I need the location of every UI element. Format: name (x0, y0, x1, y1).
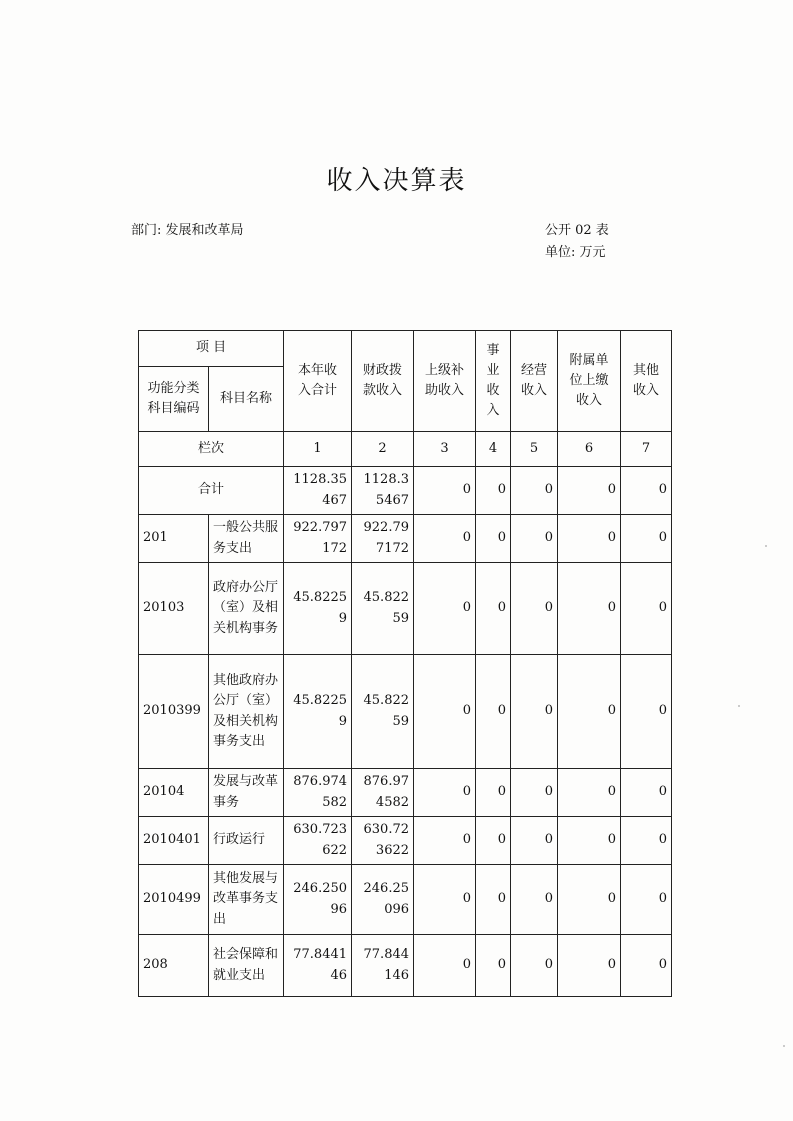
value-cell: 0 (511, 563, 558, 655)
subject-name-cell: 社会保障和就业支出 (209, 935, 284, 997)
row-number-cell: 1 (284, 432, 352, 467)
row-number-cell: 2 (352, 432, 414, 467)
table-row (139, 935, 672, 997)
value-cell: 45.82259 (352, 563, 414, 655)
func-code-cell: 2010499 (139, 865, 209, 935)
row-number-cell: 3 (414, 432, 476, 467)
row-number-cell: 7 (621, 432, 672, 467)
subject-name-cell: 其他发展与改革事务支出 (209, 865, 284, 935)
total-row (139, 467, 672, 515)
header-col-label: 财政拨 款收入 (363, 362, 403, 398)
value-cell: 0 (511, 935, 558, 997)
row-number-label: 栏次 (139, 432, 284, 467)
table-row (139, 769, 672, 817)
func-code-cell: 201 (139, 515, 209, 563)
value-cell: 0 (414, 655, 476, 769)
subject-name-cell: 行政运行 (209, 817, 284, 865)
total-value-cell: 0 (511, 467, 558, 515)
value-cell: 0 (558, 817, 621, 865)
value-cell: 0 (414, 935, 476, 997)
total-value-cell: 1128.35467 (352, 467, 414, 515)
total-label: 合计 (139, 467, 284, 515)
header-col-label: 本年收 入合计 (298, 362, 338, 398)
value-cell: 0 (476, 935, 511, 997)
value-cell: 0 (414, 769, 476, 817)
table-row (139, 817, 672, 865)
page-title: 收入决算表 (326, 166, 467, 196)
value-cell: 0 (476, 865, 511, 935)
header-subject-name: 科目名称 (209, 367, 284, 432)
value-cell: 45.82259 (352, 655, 414, 769)
table-row (139, 655, 672, 769)
value-cell: 0 (511, 769, 558, 817)
value-cell: 77.844146 (352, 935, 414, 997)
value-cell: 0 (558, 935, 621, 997)
total-value-cell: 0 (558, 467, 621, 515)
value-cell: 0 (558, 563, 621, 655)
header-col-label: 其他 收入 (633, 362, 660, 398)
header-func-code: 功能分类 科目编码 (139, 367, 209, 432)
value-cell: 77.844146 (284, 935, 352, 997)
value-cell: 0 (558, 515, 621, 563)
header-col-label: 经营 收入 (521, 362, 548, 398)
value-cell: 0 (476, 655, 511, 769)
func-code-cell: 20103 (139, 563, 209, 655)
header-col-7 (621, 331, 672, 432)
header-col-6 (558, 331, 621, 432)
value-cell: 0 (621, 769, 672, 817)
value-cell: 0 (476, 769, 511, 817)
value-cell: 630.723622 (352, 817, 414, 865)
subject-name-cell: 发展与改革事务 (209, 769, 284, 817)
value-cell: 0 (621, 655, 672, 769)
header-col-2 (352, 331, 414, 432)
value-cell: 0 (558, 655, 621, 769)
form-number: 公开 02 表 (545, 223, 609, 238)
value-cell: 0 (558, 865, 621, 935)
func-code-cell: 20104 (139, 769, 209, 817)
value-cell: 0 (414, 563, 476, 655)
value-cell: 0 (621, 515, 672, 563)
value-cell: 0 (476, 563, 511, 655)
value-cell: 246.25096 (352, 865, 414, 935)
row-number-cell: 4 (476, 432, 511, 467)
department-label: 部门: 发展和改革局 (131, 223, 244, 238)
func-code-cell: 208 (139, 935, 209, 997)
table-row (139, 515, 672, 563)
value-cell: 0 (414, 865, 476, 935)
header-col-5 (511, 331, 558, 432)
header-col-4 (476, 331, 511, 432)
scan-speck (765, 545, 767, 547)
value-cell: 0 (414, 817, 476, 865)
value-cell: 246.25096 (284, 865, 352, 935)
value-cell: 0 (511, 515, 558, 563)
func-code-cell: 2010399 (139, 655, 209, 769)
value-cell: 0 (621, 563, 672, 655)
header-row (139, 331, 672, 367)
value-cell: 0 (558, 769, 621, 817)
value-cell: 876.974582 (352, 769, 414, 817)
value-cell: 0 (414, 515, 476, 563)
scan-speck (738, 705, 740, 707)
value-cell: 630.723622 (284, 817, 352, 865)
scan-speck (783, 1045, 785, 1047)
table-row (139, 563, 672, 655)
value-cell: 922.797172 (284, 515, 352, 563)
subject-name-cell: 政府办公厅（室）及相关机构事务 (209, 563, 284, 655)
subject-name-cell: 一般公共服务支出 (209, 515, 284, 563)
header-col-label: 附属单 位上缴 收入 (569, 352, 609, 409)
value-cell: 0 (511, 655, 558, 769)
row-number-row (139, 432, 672, 467)
total-value-cell: 1128.35467 (284, 467, 352, 515)
header-col-3 (414, 331, 476, 432)
value-cell: 45.82259 (284, 563, 352, 655)
value-cell: 876.974582 (284, 769, 352, 817)
total-value-cell: 0 (621, 467, 672, 515)
row-number-cell: 6 (558, 432, 621, 467)
value-cell: 0 (511, 865, 558, 935)
value-cell: 0 (476, 515, 511, 563)
value-cell: 922.797172 (352, 515, 414, 563)
header-col-label: 事 业 收 入 (486, 342, 500, 419)
func-code-cell: 2010401 (139, 817, 209, 865)
value-cell: 0 (476, 817, 511, 865)
value-cell: 0 (621, 935, 672, 997)
total-value-cell: 0 (414, 467, 476, 515)
header-col-label: 上级补 助收入 (425, 362, 465, 398)
row-number-cell: 5 (511, 432, 558, 467)
header-col-1 (284, 331, 352, 432)
table-row (139, 865, 672, 935)
total-value-cell: 0 (476, 467, 511, 515)
unit-label: 单位: 万元 (545, 245, 606, 260)
subject-name-cell: 其他政府办公厅（室）及相关机构事务支出 (209, 655, 284, 769)
value-cell: 0 (621, 865, 672, 935)
value-cell: 0 (621, 817, 672, 865)
income-table (138, 330, 672, 997)
value-cell: 0 (511, 817, 558, 865)
header-project: 项 目 (139, 331, 284, 367)
value-cell: 45.82259 (284, 655, 352, 769)
